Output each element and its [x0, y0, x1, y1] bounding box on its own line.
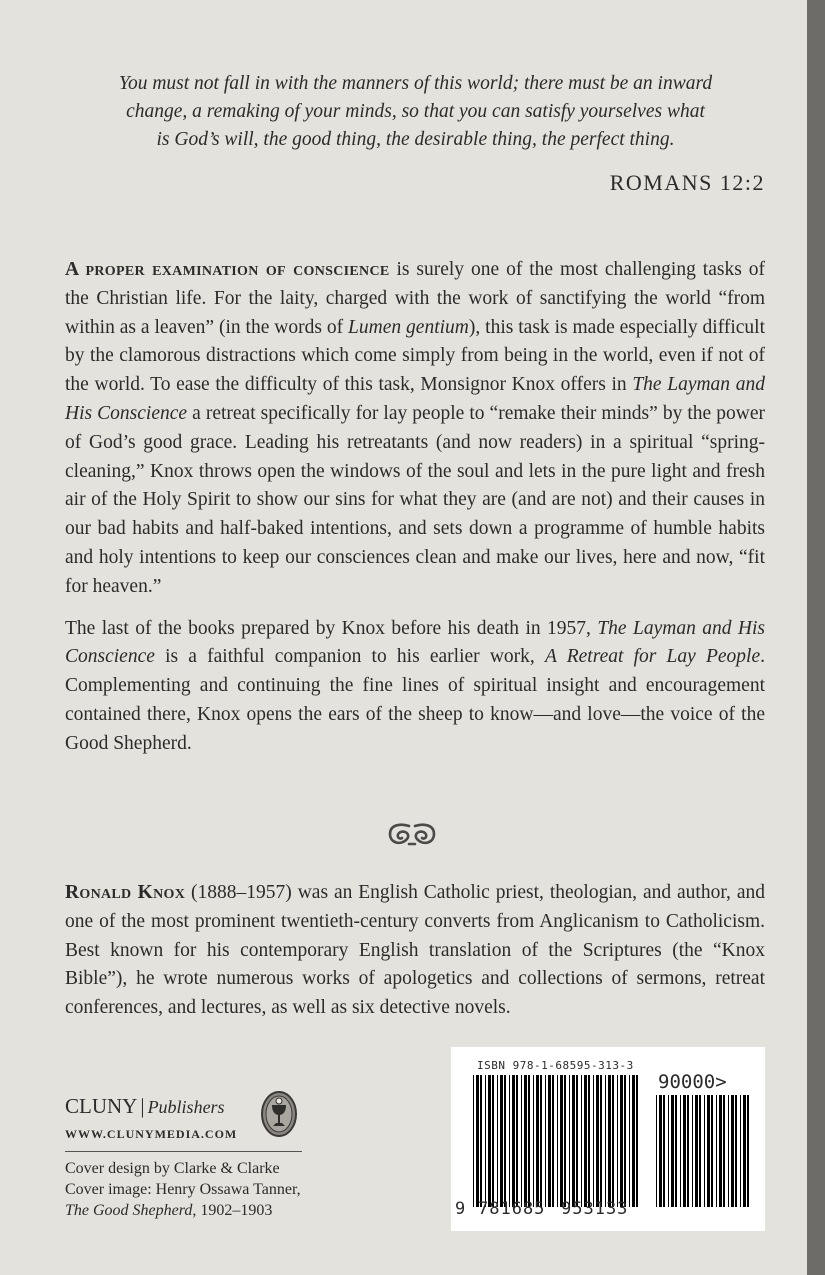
book-spine [807, 0, 825, 1275]
book-description [65, 256, 765, 772]
author-bio: Ronald Knox (1888–1957) was an English Catholic priest, theologian, and author, and one of the most prominent twentieth-century converts from Anglicanism to Catholicism. Best known for his contemporary English translation of the Scriptures (the “Knox Bible”), he wrote numerous works of apologetics and collections of sermons, retreat conferences, and lectures, as well as six detective novels. [65, 882, 765, 1019]
divider [65, 1151, 302, 1152]
barcode-bar [617, 1075, 618, 1207]
barcode-bar [557, 1075, 558, 1207]
barcode-bar [572, 1075, 575, 1207]
barcode-bar [533, 1075, 534, 1207]
barcode-bar [497, 1075, 498, 1207]
lead-in: A proper examination of conscience [65, 259, 390, 280]
ornament-icon [380, 820, 444, 850]
artwork-title: The Good Shepherd [65, 1202, 193, 1219]
barcode-bar [704, 1095, 705, 1207]
barcode-bar [692, 1095, 693, 1207]
barcode-bar [488, 1075, 491, 1207]
barcode-bar [719, 1095, 722, 1207]
barcode-bar [620, 1075, 623, 1207]
publisher-name: CLUNY | Publishers [65, 1094, 225, 1118]
barcode-bar [581, 1075, 582, 1207]
barcode-bar [680, 1095, 681, 1207]
epigraph-line: is God’s will, the good thing, the desirable thing, the perfect thing. [156, 129, 675, 150]
barcode-bar [659, 1095, 662, 1207]
barcode-bar [588, 1075, 590, 1207]
work-title: The Layman and His Conscience [65, 617, 765, 668]
barcode-bar [560, 1075, 563, 1207]
barcode-bar [695, 1095, 698, 1207]
barcode-bar [569, 1075, 570, 1207]
barcode-bar [675, 1095, 677, 1207]
description-paragraph: A proper examination of conscience is surely one of the most challenging tasks of the Christian life. For the laity, charged with the work of sanctifying the world “from within as a leaven” (in the words of Lumen gentium), this task is made especially difficult by the clamorous distractions which come simply from being in the world, even if not of the world. To ease the difficulty of this task, Monsignor Knox offers in The Layman and His Conscience a retreat specifically for lay people to “remake their minds” by the power of God’s good grace. Leading his retreatants (and now readers) in a spiritual “spring-cleaning,” Knox throws open the windows of the soul and lets in the pure light and fresh air of the Holy Spirit to show our sins for what they are (and are not) and their causes in our bad habits and half-baked intentions, and sets down a programme of humble habits and holy intentions to keep our consciences clean and make our lives, here and now, “fit for heaven.” [65, 259, 766, 597]
barcode-bar [624, 1075, 626, 1207]
barcode-bar [683, 1095, 686, 1207]
barcode-bar [516, 1075, 518, 1207]
barcode-bar [699, 1095, 701, 1207]
barcode-bar [552, 1075, 554, 1207]
work-title: The Layman and His Conscience [65, 374, 765, 424]
barcode-bar [723, 1095, 725, 1207]
epigraph-line: change, a remaking of your minds, so that you can satisfy yourselves what [126, 101, 705, 122]
barcode-bar [740, 1095, 741, 1207]
barcode-bar [504, 1075, 506, 1207]
barcode-bar [747, 1095, 749, 1207]
barcode-bar [612, 1075, 614, 1207]
barcode-bar [707, 1095, 710, 1207]
barcode-digit: 953133 [561, 1199, 629, 1219]
barcode-bar [480, 1075, 482, 1207]
work-title: Lumen gentium [348, 316, 469, 338]
barcode-bar [500, 1075, 503, 1207]
barcode-bar [605, 1075, 606, 1207]
author-name: Ronald Knox [65, 882, 186, 903]
barcode-bar [540, 1075, 542, 1207]
epigraph-citation: ROMANS 12:2 [609, 170, 765, 195]
barcode-bar [687, 1095, 689, 1207]
barcode-bar [668, 1095, 669, 1207]
barcode-bar [711, 1095, 713, 1207]
barcode-bar [485, 1075, 486, 1207]
barcode-bar [584, 1075, 587, 1207]
barcode-bar [743, 1095, 746, 1207]
publisher-url: WWW.CLUNYMEDIA.COM [65, 1127, 238, 1141]
barcode-bar [728, 1095, 729, 1207]
barcode-bar [629, 1075, 630, 1207]
barcode-bar [524, 1075, 527, 1207]
epigraph-line: You must not fall in with the manners of this world; there must be an inward [118, 73, 713, 94]
publisher-block [65, 1094, 237, 1142]
barcode-bar [536, 1075, 539, 1207]
barcode [451, 1047, 765, 1231]
isbn-label: ISBN 978-1-68595-313-3 [477, 1059, 634, 1072]
barcode-digit: 9 [455, 1199, 466, 1219]
barcode-bar [576, 1075, 578, 1207]
barcode-bar [473, 1075, 474, 1207]
chalice-seal-icon [260, 1090, 298, 1138]
barcode-bar [731, 1095, 734, 1207]
barcode-bar [492, 1075, 494, 1207]
work-title: A Retreat for Lay People [544, 646, 761, 668]
barcode-bar [545, 1075, 546, 1207]
barcode-bar [600, 1075, 602, 1207]
barcode-bar [596, 1075, 599, 1207]
epigraph [88, 70, 743, 154]
cover-credits: Cover design by Clarke & Clarke Cover image: Henry Ossawa Tanner, The Good Shepherd, 1902–1903 [65, 1160, 301, 1219]
barcode-digit: 781685 [478, 1199, 546, 1219]
barcode-bar [521, 1075, 522, 1207]
barcode-bar [548, 1075, 551, 1207]
barcode-bar [476, 1075, 479, 1207]
barcode-bar [564, 1075, 566, 1207]
barcode-bar [656, 1095, 657, 1207]
barcode-bar [509, 1075, 510, 1207]
price-code: 90000> [658, 1071, 727, 1093]
barcode-bar [528, 1075, 530, 1207]
barcode-bar [735, 1095, 737, 1207]
barcode-bar [608, 1075, 611, 1207]
description-paragraph: The last of the books prepared by Knox before his death in 1957, The Layman and His Conscience is a faithful companion to his earlier work, A Retreat for Lay People. Complementing and continuing the fine lines of spiritual insight and encouragement contained there, Knox opens the ears of the sheep to know—and love—the voice of the Good Shepherd. [65, 617, 765, 754]
barcode-bar [632, 1075, 635, 1207]
barcode-bar [512, 1075, 515, 1207]
barcode-bar [716, 1095, 717, 1207]
barcode-bar [593, 1075, 594, 1207]
barcode-bar [671, 1095, 674, 1207]
barcode-bar [636, 1075, 638, 1207]
barcode-bar [663, 1095, 665, 1207]
